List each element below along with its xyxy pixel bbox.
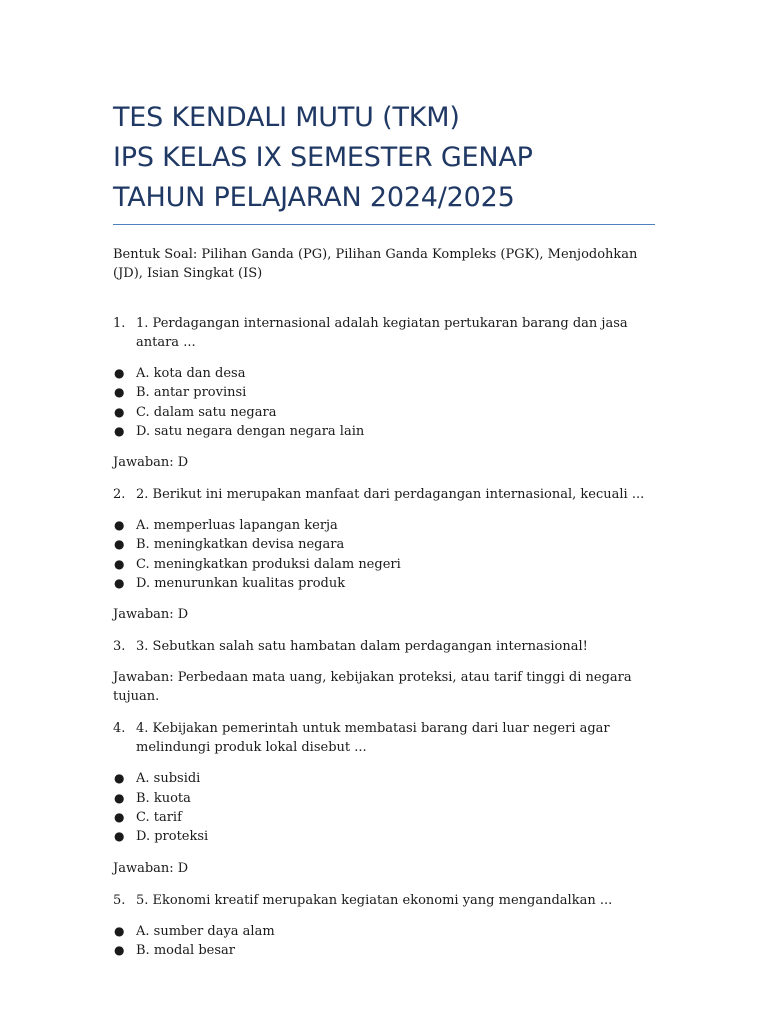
- title-line-2: IPS KELAS IX SEMESTER GENAP: [113, 142, 533, 173]
- option-text: A. kota dan desa: [136, 366, 246, 381]
- option-text: A. memperluas lapangan kerja: [136, 518, 338, 534]
- question-text: 4. Kebijakan pemerintah untuk membatasi barang dari luar negeri agar melindungi produk lokal disebut ...: [136, 721, 610, 756]
- question-5-options: [113, 922, 655, 961]
- question-number: 1.: [113, 316, 126, 331]
- question-text: 5. Ekonomi kreatif merupakan kegiatan ekonomi yang mengandalkan ...: [136, 892, 613, 908]
- question-4-options: [113, 769, 655, 846]
- question-text: 1. Perdagangan internasional adalah kegiatan pertukaran barang dan jasa antara ...: [136, 316, 628, 350]
- question-number: 5.: [113, 892, 126, 908]
- option-item: [113, 364, 655, 383]
- bullet-icon: ●: [114, 423, 125, 438]
- question-number: 3.: [113, 639, 126, 655]
- option-item: [113, 769, 655, 788]
- question-format-intro: Bentuk Soal: Pilihan Ganda (PG), Pilihan Ganda Kompleks (PGK), Menjodohkan (JD), Isian Singkat (IS): [113, 247, 638, 281]
- option-item: [113, 808, 655, 827]
- title-line-1: TES KENDALI MUTU (TKM): [113, 102, 460, 133]
- question-text: 3. Sebutkan salah satu hambatan dalam perdagangan internasional!: [136, 639, 588, 655]
- option-item: [113, 422, 655, 441]
- bullet-icon: ●: [114, 771, 125, 786]
- answer-3: Jawaban: Perbedaan mata uang, kebijakan proteksi, atau tarif tinggi di negara tujuan.: [113, 670, 632, 705]
- answer-2: Jawaban: D: [113, 607, 189, 623]
- option-item: [113, 516, 655, 535]
- bullet-icon: ●: [114, 537, 125, 552]
- option-text: A. sumber daya alam: [136, 923, 275, 939]
- question-2: [113, 485, 655, 504]
- bullet-icon: ●: [114, 923, 125, 938]
- question-1: [113, 314, 655, 352]
- question-number: 4.: [113, 721, 126, 737]
- option-text: D. proteksi: [136, 829, 209, 845]
- bullet-icon: ●: [114, 942, 125, 957]
- question-1-options: [113, 364, 655, 441]
- option-item: [113, 403, 655, 422]
- option-text: C. tarif: [136, 809, 182, 825]
- option-item: [113, 922, 655, 941]
- option-text: B. modal besar: [136, 942, 235, 958]
- bullet-icon: ●: [114, 790, 125, 805]
- document-title: [113, 98, 655, 218]
- bullet-icon: ●: [114, 809, 125, 824]
- option-text: D. menurunkan kualitas produk: [136, 576, 346, 592]
- option-item: [113, 827, 655, 846]
- answer-1: Jawaban: D: [113, 455, 189, 471]
- bullet-icon: ●: [114, 385, 125, 400]
- option-item: [113, 789, 655, 808]
- question-3: [113, 637, 655, 656]
- bullet-icon: ●: [114, 518, 125, 533]
- option-text: C. meningkatkan produksi dalam negeri: [136, 556, 401, 572]
- option-item: [113, 555, 655, 574]
- option-text: A. subsidi: [136, 771, 201, 787]
- option-text: B. kuota: [136, 790, 191, 806]
- bullet-icon: ●: [114, 576, 125, 591]
- title-underline: [113, 224, 655, 225]
- option-text: C. dalam satu negara: [136, 404, 277, 420]
- answer-4: Jawaban: D: [113, 860, 189, 876]
- bullet-icon: ●: [114, 404, 125, 419]
- question-text: 2. Berikut ini merupakan manfaat dari perdagangan internasional, kecuali ...: [136, 487, 645, 503]
- option-item: [113, 383, 655, 402]
- question-2-options: [113, 516, 655, 593]
- bullet-icon: ●: [114, 556, 125, 571]
- option-item: [113, 574, 655, 593]
- question-4: [113, 719, 655, 757]
- option-item: [113, 535, 655, 554]
- question-number: 2.: [113, 487, 126, 503]
- title-line-3: TAHUN PELAJARAN 2024/2025: [113, 182, 515, 213]
- option-text: B. antar provinsi: [136, 385, 247, 401]
- bullet-icon: ●: [114, 829, 125, 844]
- option-item: [113, 941, 655, 960]
- bullet-icon: ●: [114, 366, 125, 380]
- question-5: [113, 891, 655, 910]
- option-text: B. meningkatkan devisa negara: [136, 537, 345, 553]
- option-text: D. satu negara dengan negara lain: [136, 423, 365, 439]
